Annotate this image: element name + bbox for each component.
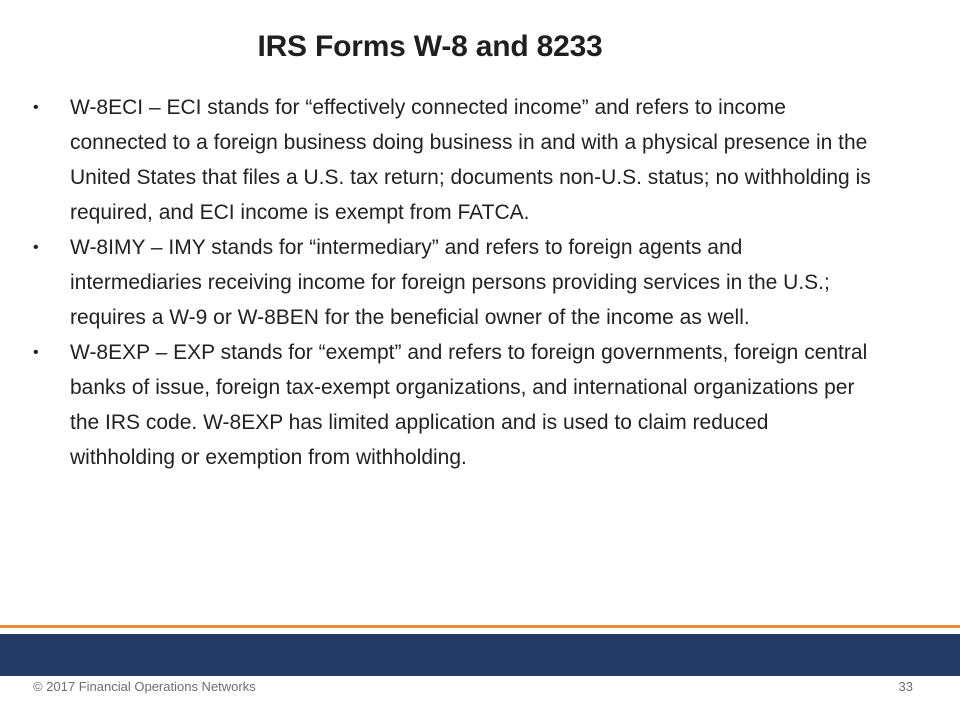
bullet-dot-icon: • (33, 344, 39, 361)
bullet-item-w8imy (33, 230, 873, 335)
bullet-dot-icon: • (33, 239, 39, 256)
bullet-item-w8exp (33, 335, 873, 475)
bullet-list (33, 90, 873, 475)
bullet-text: W-8ECI – ECI stands for “effectively connected income” and refers to income connected to a foreign business doing business in and with a physical presence in the United States that files a U.S. tax return; documents non-U.S. status; no withholding is required, and ECI income is exempt from FATCA. (70, 96, 871, 224)
slide-title: IRS Forms W-8 and 8233 (257, 30, 603, 63)
footer-band (0, 634, 960, 676)
footer-accent-rule (0, 625, 960, 628)
bullet-text: W-8EXP – EXP stands for “exempt” and refers to foreign governments, foreign central banks of issue, foreign tax-exempt organizations, and international organizations per the IRS code. W-8EXP has limited application and is used to claim reduced withholding or exemption from withholding. (70, 341, 868, 469)
bullet-text: W-8IMY – IMY stands for “intermediary” and refers to foreign agents and intermediaries receiving income for foreign persons providing services in the U.S.; requires a W-9 or W-8BEN for the beneficial owner of the income as well. (70, 236, 830, 329)
footer-copyright: © 2017 Financial Operations Networks (33, 679, 256, 694)
bullet-dot-icon: • (33, 99, 39, 116)
bullet-item-w8eci (33, 90, 873, 230)
page-number: 33 (898, 679, 913, 694)
